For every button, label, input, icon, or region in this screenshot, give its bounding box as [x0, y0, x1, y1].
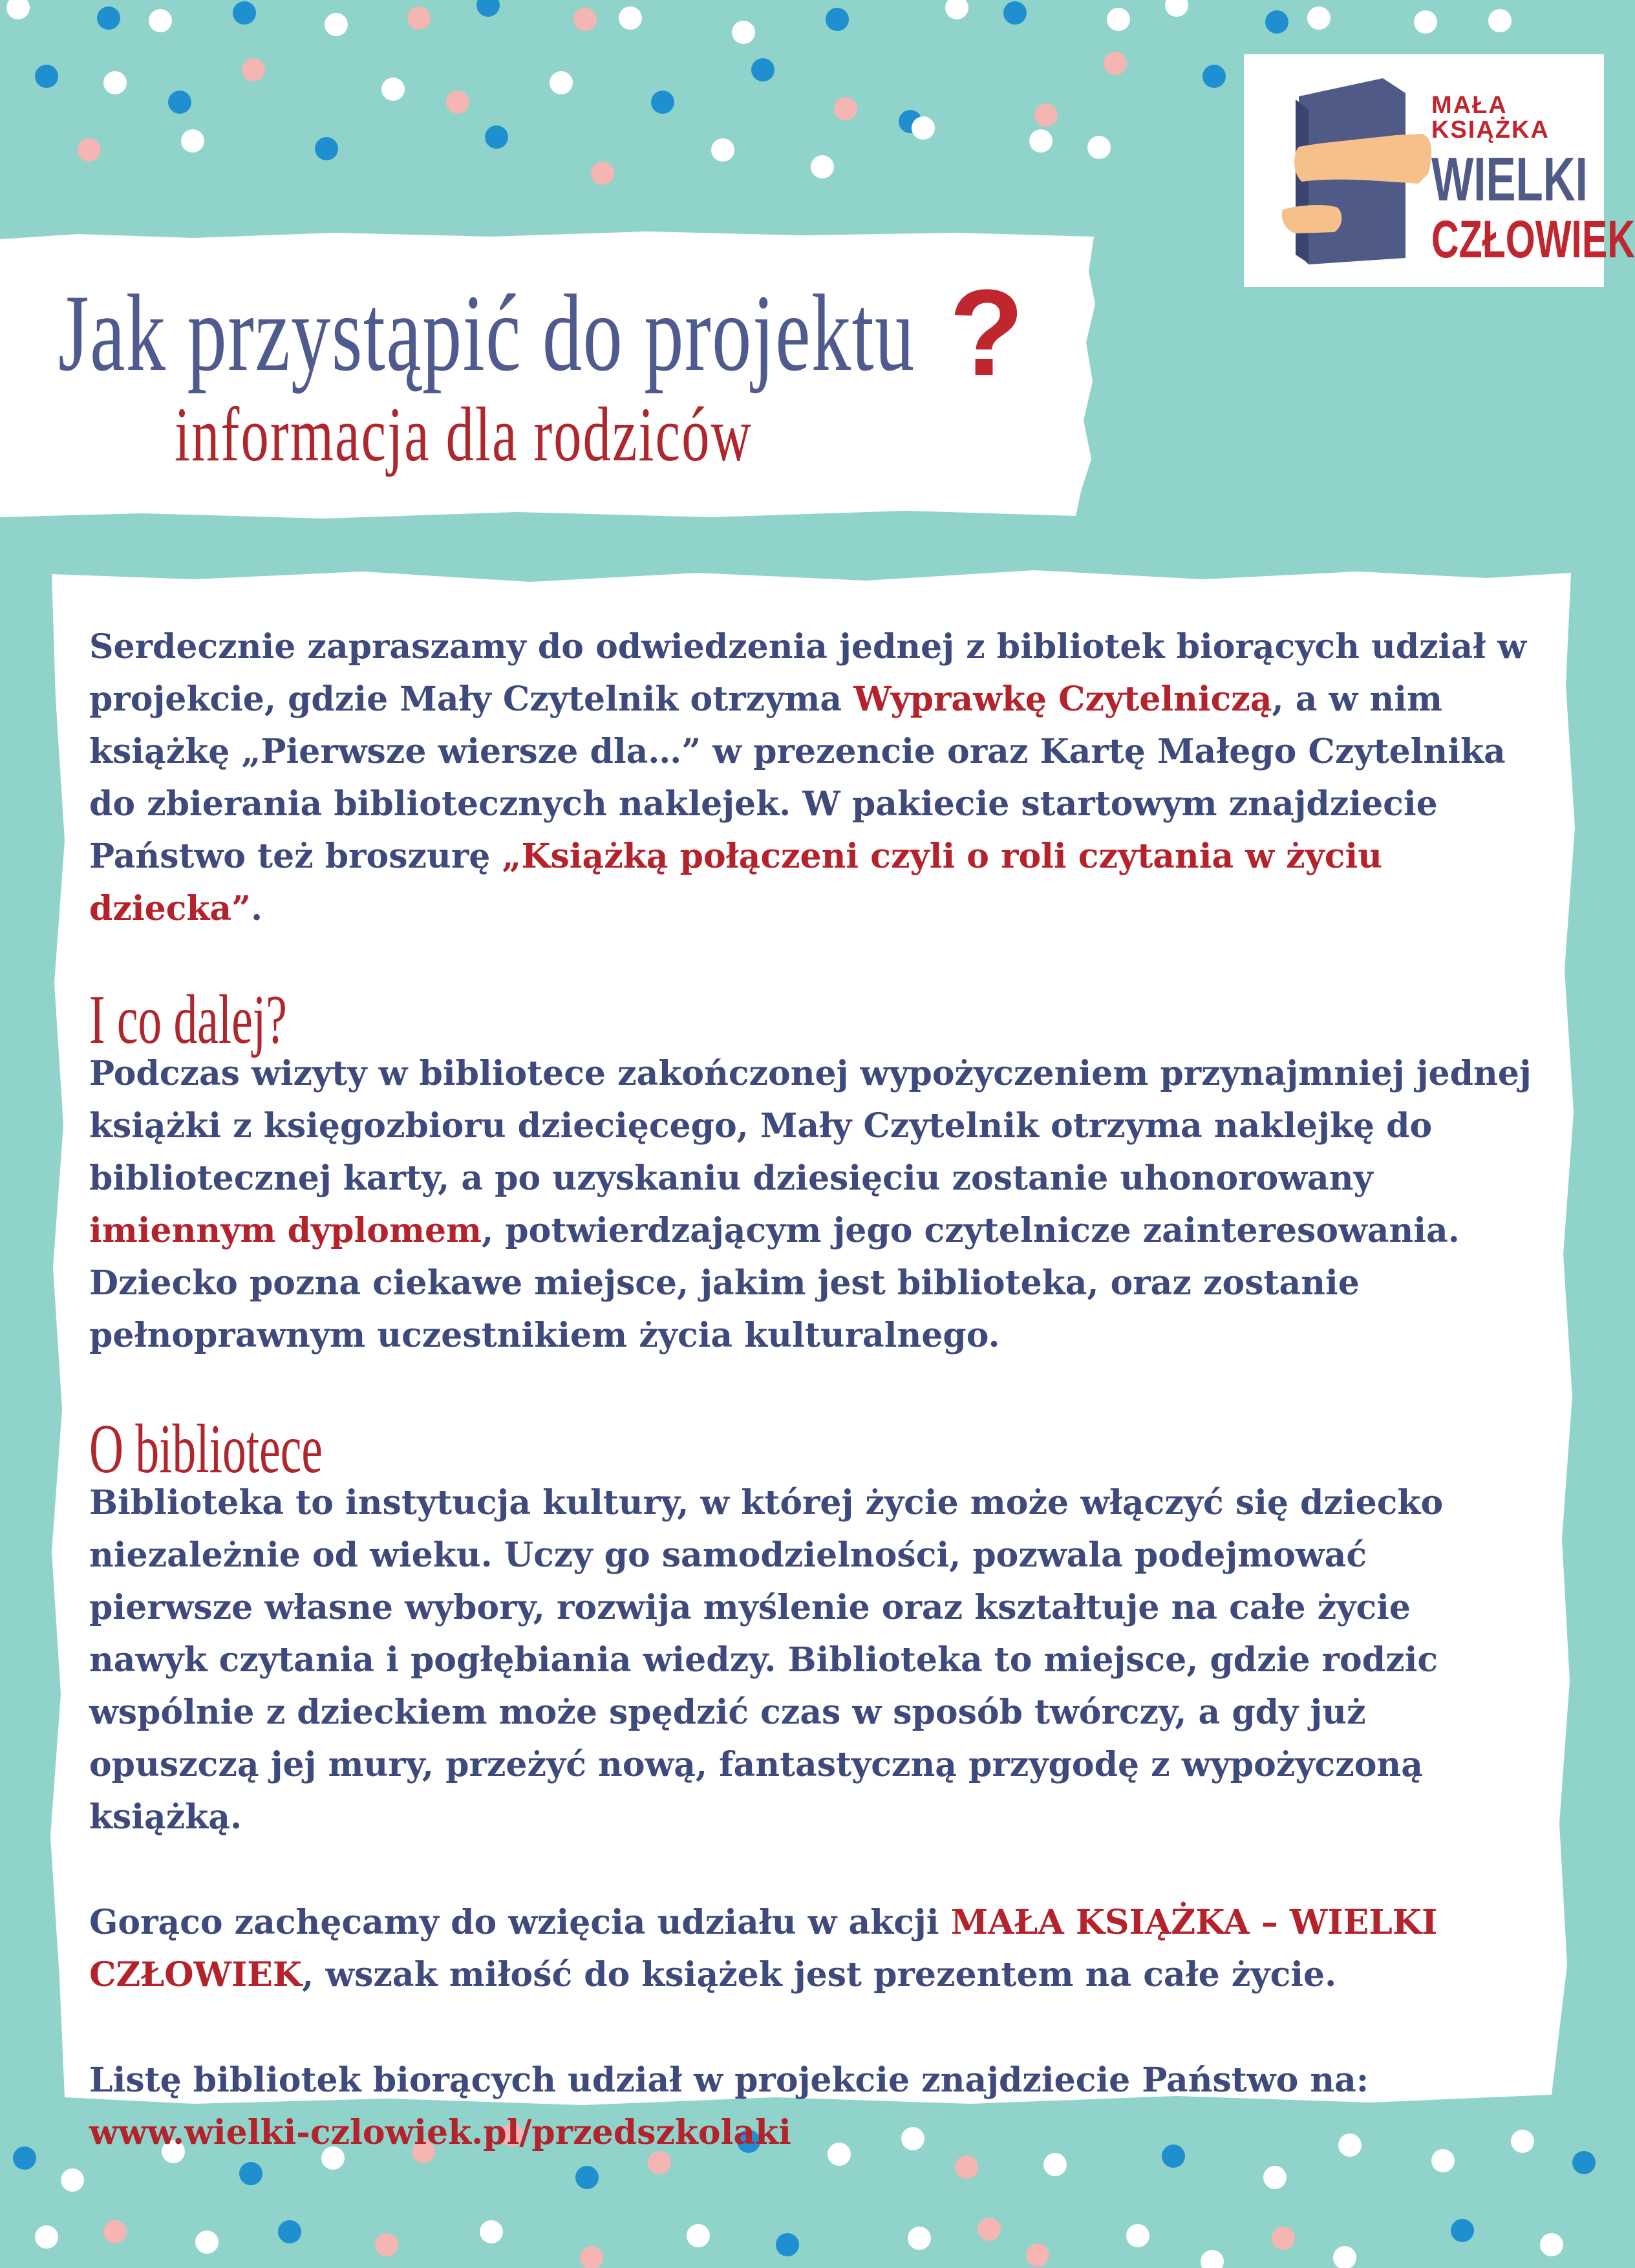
- list-paragraph: [89, 2054, 1537, 2159]
- dot: [1272, 2227, 1295, 2250]
- intro-highlight-kit: Wyprawkę Czytelniczą: [853, 679, 1272, 719]
- dot: [591, 162, 614, 185]
- dot: [550, 71, 573, 94]
- intro-text-2: , a w nim książkę „Pierwsze wiersze dla…” w prezencie oraz Kartę Małego Czytelnika do zbierania bibliotecznych naklejek. W pakiecie startowym znajdziecie Państwo też broszurę: [89, 679, 1506, 876]
- dot: [1165, 0, 1188, 17]
- book-with-hands-icon: [1273, 70, 1441, 264]
- dot: [687, 2224, 710, 2247]
- dot: [195, 2231, 219, 2254]
- logo-line-3: CZŁOWIEK: [1431, 210, 1635, 269]
- next-text-1: Podczas wizyty w bibliotece zakończonej wypożyczeniem przynajmniej jednej książki z księgozbioru dziecięcego, Mały Czytelnik otrzyma naklejkę do bibliotecznej karty, a po uzyskaniu dziesięciu zostanie uhonorowany: [89, 1054, 1532, 1198]
- dot: [1265, 10, 1288, 34]
- dot: [1333, 2246, 1356, 2268]
- dot: [711, 138, 734, 162]
- dot: [375, 2233, 398, 2256]
- dot: [97, 6, 120, 30]
- dot: [908, 2227, 931, 2250]
- content-text: [89, 621, 1537, 2159]
- dot: [580, 2246, 603, 2268]
- title-question-mark: ?: [949, 264, 1025, 401]
- page-subtitle: informacja dla rodziców: [175, 391, 753, 477]
- logo-line-1: MAŁA KSIĄŻKA: [1431, 92, 1550, 144]
- dot: [476, 0, 500, 17]
- intro-highlight-brochure: „Książką połączeni czyli o roli czytania w życiu dziecka”: [89, 837, 1383, 928]
- dot: [103, 2220, 127, 2243]
- dot: [78, 138, 101, 162]
- dot: [480, 2220, 503, 2243]
- dot: [811, 155, 834, 178]
- dot: [834, 97, 857, 120]
- page-title: Jak przystąpić do projektu: [58, 272, 915, 394]
- dot: [751, 58, 775, 81]
- dot: [1026, 2243, 1049, 2267]
- dot: [573, 8, 597, 31]
- dot: [181, 129, 204, 153]
- dot: [61, 2168, 84, 2192]
- dot: [651, 91, 674, 114]
- encourage-text-2: , wszak miłość do książek jest prezentem na całe życie.: [302, 1955, 1337, 1995]
- logo[interactable]: [1244, 54, 1635, 287]
- dot: [325, 13, 348, 36]
- dot: [732, 21, 755, 44]
- dot: [1003, 1, 1027, 25]
- title-banner: [0, 226, 1099, 524]
- dot: [1488, 9, 1512, 32]
- dot: [1087, 136, 1111, 159]
- dot: [168, 91, 191, 114]
- dot: [826, 8, 849, 31]
- dot: [1126, 2224, 1149, 2247]
- dot: [1572, 2151, 1596, 2174]
- dot: [1307, 6, 1330, 30]
- dot: [1263, 2166, 1287, 2189]
- dot: [315, 137, 338, 160]
- library-paragraph: Biblioteka to instytucja kultury, w której życie może włączyć się dziecko niezależnie od wieku. Uczy go samodzielności, pozwala podejmować pierwsze własne wybory, rozwija myślenie oraz kształtuje na całe życie nawyk czytania i pogłębiania wiedzy. Biblioteka to miejsce, gdzie rodzic wspólnie z dzieckiem może spędzić czas w sposób twórczy, a gdy już opuszczą jej mury, przeżyć nową, fantastyczną przygodę z wypożyczoną książką.: [89, 1483, 1444, 1837]
- heading-library: O bibliotece: [89, 1411, 323, 1488]
- dot: [485, 125, 508, 149]
- dot: [149, 9, 172, 32]
- campaign-name: MAŁA KSIĄŻKA – WIELKI CZŁOWIEK: [89, 1903, 1438, 1995]
- dot: [407, 6, 431, 30]
- dot: [945, 0, 968, 19]
- dot: [242, 58, 265, 81]
- dot: [1202, 65, 1226, 88]
- dot: [446, 91, 469, 114]
- dot: [1104, 52, 1127, 75]
- dot: [35, 65, 58, 88]
- logo-line-2: WIELKI: [1431, 145, 1588, 214]
- dot: [1029, 129, 1053, 153]
- dot: [978, 2218, 1001, 2241]
- dot: [35, 2225, 58, 2249]
- dot: [1034, 103, 1058, 127]
- encourage-text-1: Gorąco zachęcamy do wzięcia udziału w akcji: [89, 1903, 951, 1942]
- dot: [955, 2156, 978, 2179]
- next-paragraph: [89, 1047, 1537, 1362]
- dot: [1201, 2250, 1224, 2268]
- dot: [239, 2162, 262, 2185]
- dot: [233, 1, 256, 25]
- website-link[interactable]: www.wielki-czlowiek.pl/przedszkolaki: [89, 2113, 791, 2152]
- intro-text-3: .: [251, 889, 263, 928]
- dot: [1540, 2233, 1563, 2256]
- content-panel: [0, 556, 1604, 2152]
- dot: [278, 2220, 301, 2243]
- next-highlight-diploma: imiennym dyplomem: [89, 1211, 482, 1250]
- dot: [1451, 2219, 1474, 2242]
- dot: [619, 6, 642, 30]
- dot: [1107, 8, 1130, 31]
- dot: [13, 2146, 36, 2170]
- list-text: Listę bibliotek biorących udział w projekcie znajdziecie Państwo na:: [89, 2060, 1369, 2100]
- heading-next: I co dalej?: [89, 981, 287, 1058]
- intro-text-1: Serdecznie zapraszamy do odwiedzenia jednej z bibliotek biorących udział w projekcie, gdzie Mały Czytelnik otrzyma: [89, 627, 1526, 719]
- intro-paragraph: [89, 621, 1537, 935]
- dot: [6, 0, 30, 19]
- dot: [575, 2166, 599, 2189]
- dot: [103, 71, 127, 94]
- dot: [381, 78, 405, 101]
- encourage-paragraph: [89, 1896, 1537, 2001]
- dot: [912, 116, 935, 140]
- dot: [776, 2233, 799, 2256]
- dot: [1414, 10, 1437, 34]
- next-text-2: , potwierdzającym jego czytelnicze zainteresowania. Dziecko pozna ciekawe miejsce, jakim jest biblioteka, oraz zostanie pełnoprawnym uczestnikiem życia kulturalnego.: [89, 1211, 1460, 1355]
